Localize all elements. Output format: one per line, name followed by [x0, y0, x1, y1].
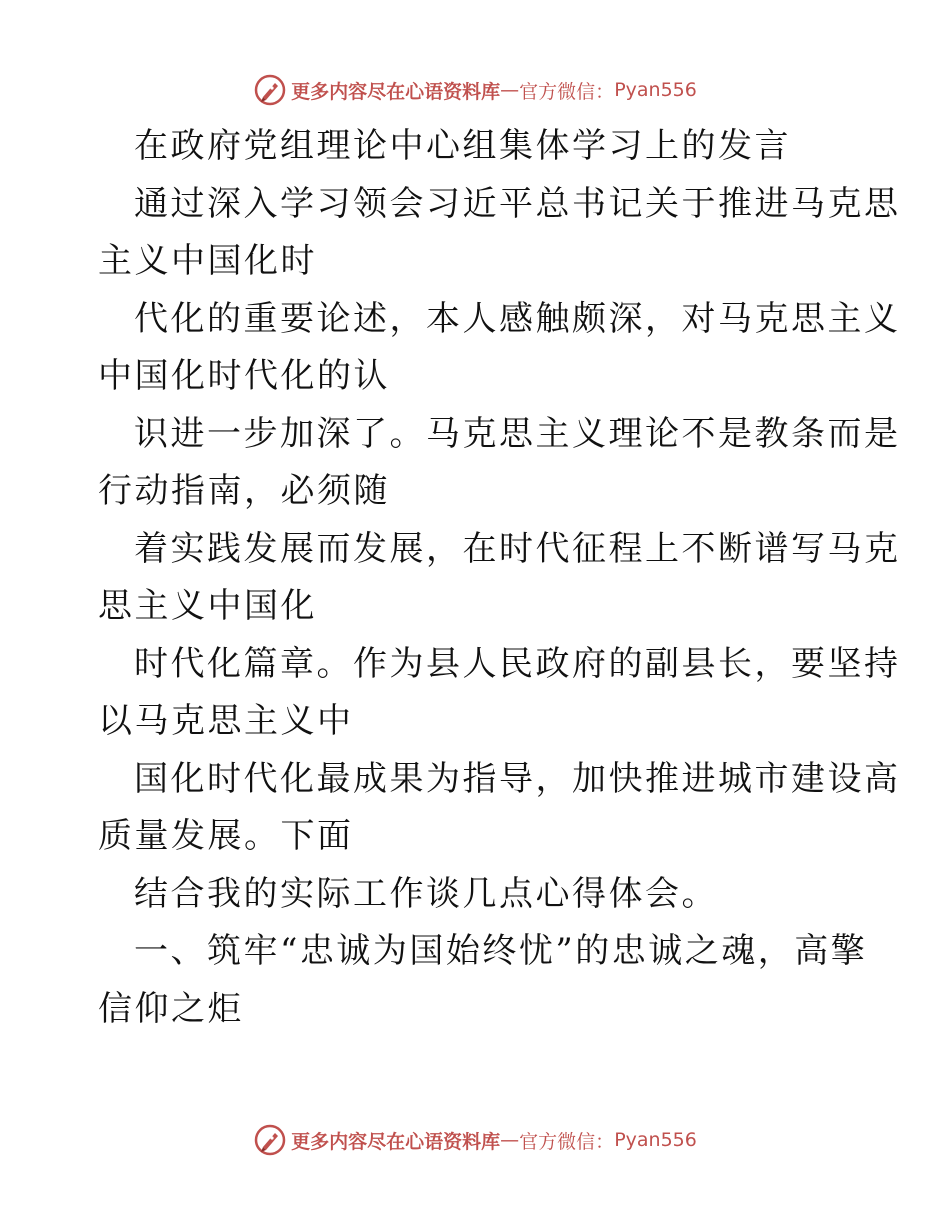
header-watermark: [0, 70, 950, 110]
text-line: 着实践发展而发展，在时代征程上不断谱写马克: [134, 528, 901, 569]
text-line: 国化时代化最成果为指导，加快推进城市建设高: [134, 758, 901, 799]
text-line: 代化的重要论述，本人感触颇深，对马克思主义: [134, 298, 901, 339]
watermark-separator: —: [500, 79, 520, 101]
watermark-wechat-id: Pyan556: [614, 1129, 697, 1151]
text-line: 时代化篇章。作为县人民政府的副县长，要坚持: [134, 643, 901, 684]
watermark-text: 更多内容尽在心语资料库: [291, 80, 501, 103]
text-line: 一、筑牢“忠诚为国始终忧”的忠诚之魂，高擎: [134, 931, 868, 971]
pen-logo-icon: [253, 73, 287, 107]
watermark-separator: —: [500, 1129, 520, 1151]
pen-logo-icon: [253, 1123, 287, 1157]
text-line: 信仰之炬: [98, 988, 244, 1029]
text-line: 中国化时代化的认: [98, 356, 390, 396]
text-line: 在政府党组理论中心组集体学习上的发言: [134, 126, 791, 166]
text-line: 识进一步加深了。马克思主义理论不是教条而是: [134, 413, 901, 454]
text-line: 行动指南，必须随: [98, 471, 390, 511]
document-body: [98, 118, 901, 1038]
text-line: 思主义中国化: [98, 586, 317, 626]
text-line: 以马克思主义中: [98, 701, 354, 741]
text-line: 主义中国化时: [98, 241, 317, 281]
text-line: 质量发展。下面: [98, 816, 354, 856]
footer-watermark: [0, 1120, 950, 1160]
watermark-wechat-id: Pyan556: [614, 79, 697, 101]
watermark-wechat-label: 官方微信：: [519, 1130, 615, 1153]
text-line: 结合我的实际工作谈几点心得体会。: [134, 873, 718, 914]
watermark-wechat-label: 官方微信：: [519, 80, 615, 103]
watermark-text: 更多内容尽在心语资料库: [291, 1130, 501, 1153]
text-line: 通过深入学习领会习近平总书记关于推进马克思: [134, 183, 901, 224]
